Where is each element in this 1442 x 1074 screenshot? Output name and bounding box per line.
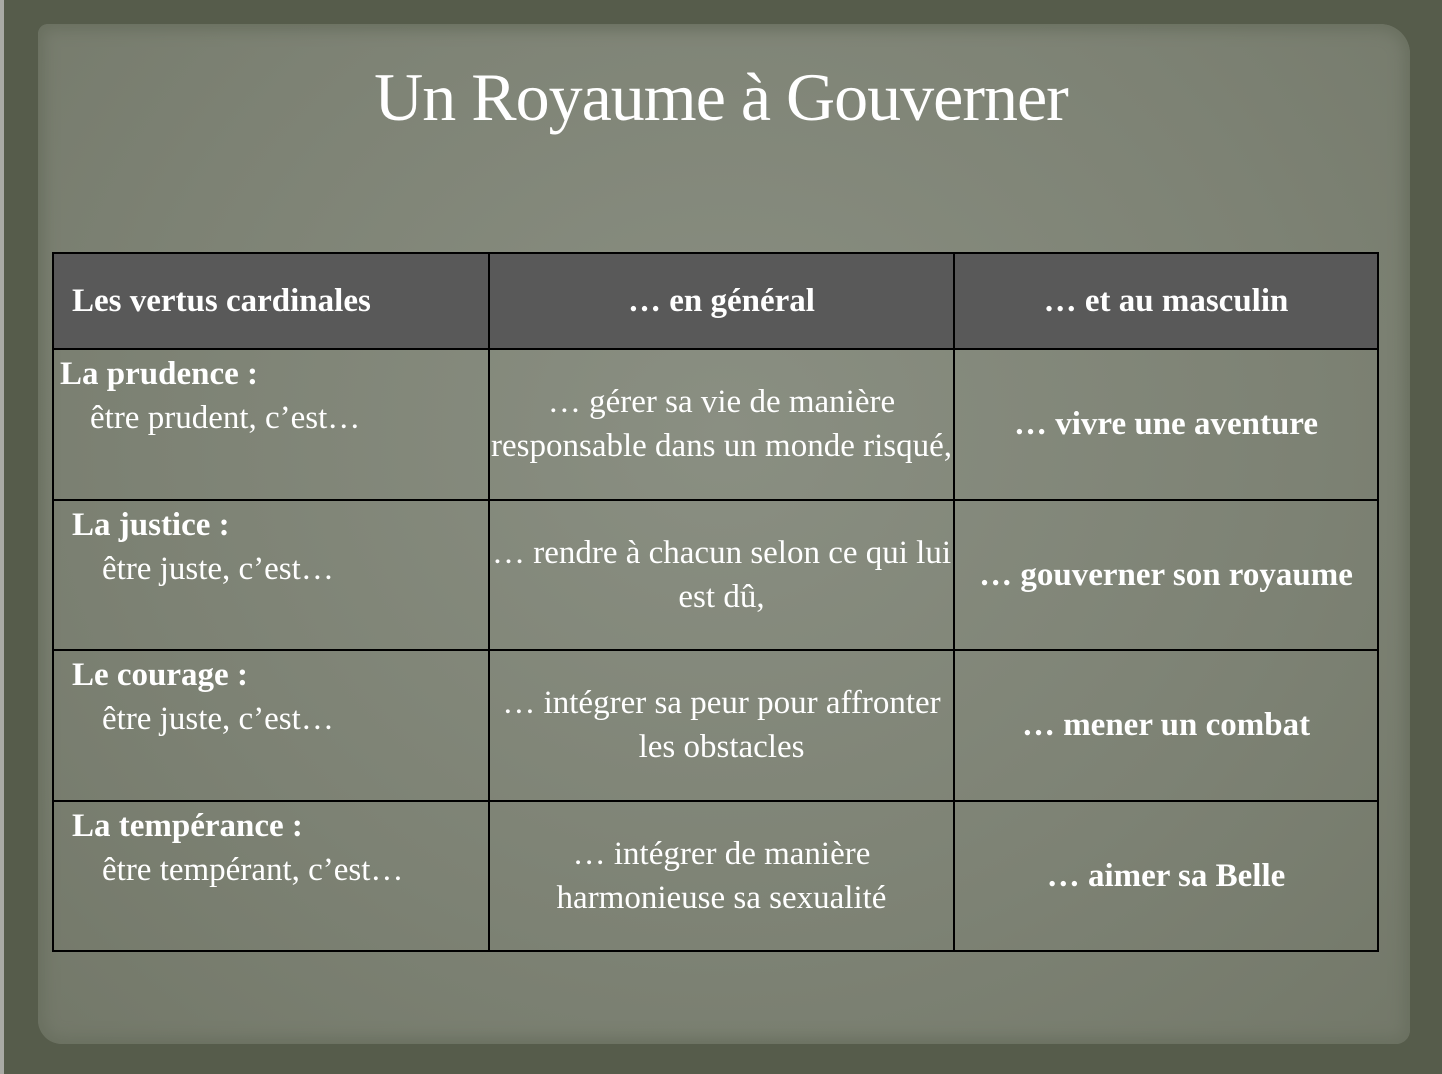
masculine-cell: … vivre une aventure	[954, 349, 1378, 500]
virtue-cell	[53, 500, 489, 651]
header-virtues: Les vertus cardinales	[53, 253, 489, 349]
virtue-definition: être prudent, c’est…	[90, 400, 361, 436]
virtue-cell	[53, 801, 489, 952]
table-row	[53, 650, 1378, 801]
masculine-cell: … mener un combat	[954, 650, 1378, 801]
virtue-name: La tempérance :	[72, 807, 303, 844]
general-cell: … intégrer de manière harmonieuse sa sexualité	[489, 801, 954, 952]
general-cell: … rendre à chacun selon ce qui lui est dû,	[489, 500, 954, 651]
virtue-name: La justice :	[72, 506, 230, 543]
virtue-name: La prudence :	[60, 356, 258, 392]
header-masculine: … et au masculin	[954, 253, 1378, 349]
table-header-row	[53, 253, 1378, 349]
table-row	[53, 801, 1378, 952]
slide-edge	[0, 0, 4, 1074]
masculine-cell: … gouverner son royaume	[954, 500, 1378, 651]
general-cell: … gérer sa vie de manière responsable dans un monde risqué,	[489, 349, 954, 500]
virtue-cell	[53, 349, 489, 500]
general-cell: … intégrer sa peur pour affronter les obstacles	[489, 650, 954, 801]
table-row	[53, 349, 1378, 500]
virtue-definition: être juste, c’est…	[102, 701, 334, 737]
virtue-definition: être juste, c’est…	[102, 550, 334, 587]
virtue-definition: être tempérant, c’est…	[102, 851, 404, 888]
header-general: … en général	[489, 253, 954, 349]
virtues-table	[52, 252, 1379, 952]
slide-title: Un Royaume à Gouverner	[374, 59, 1068, 135]
virtue-name: Le courage :	[72, 657, 248, 693]
masculine-cell: … aimer sa Belle	[954, 801, 1378, 952]
table-row	[53, 500, 1378, 651]
virtue-cell	[53, 650, 489, 801]
